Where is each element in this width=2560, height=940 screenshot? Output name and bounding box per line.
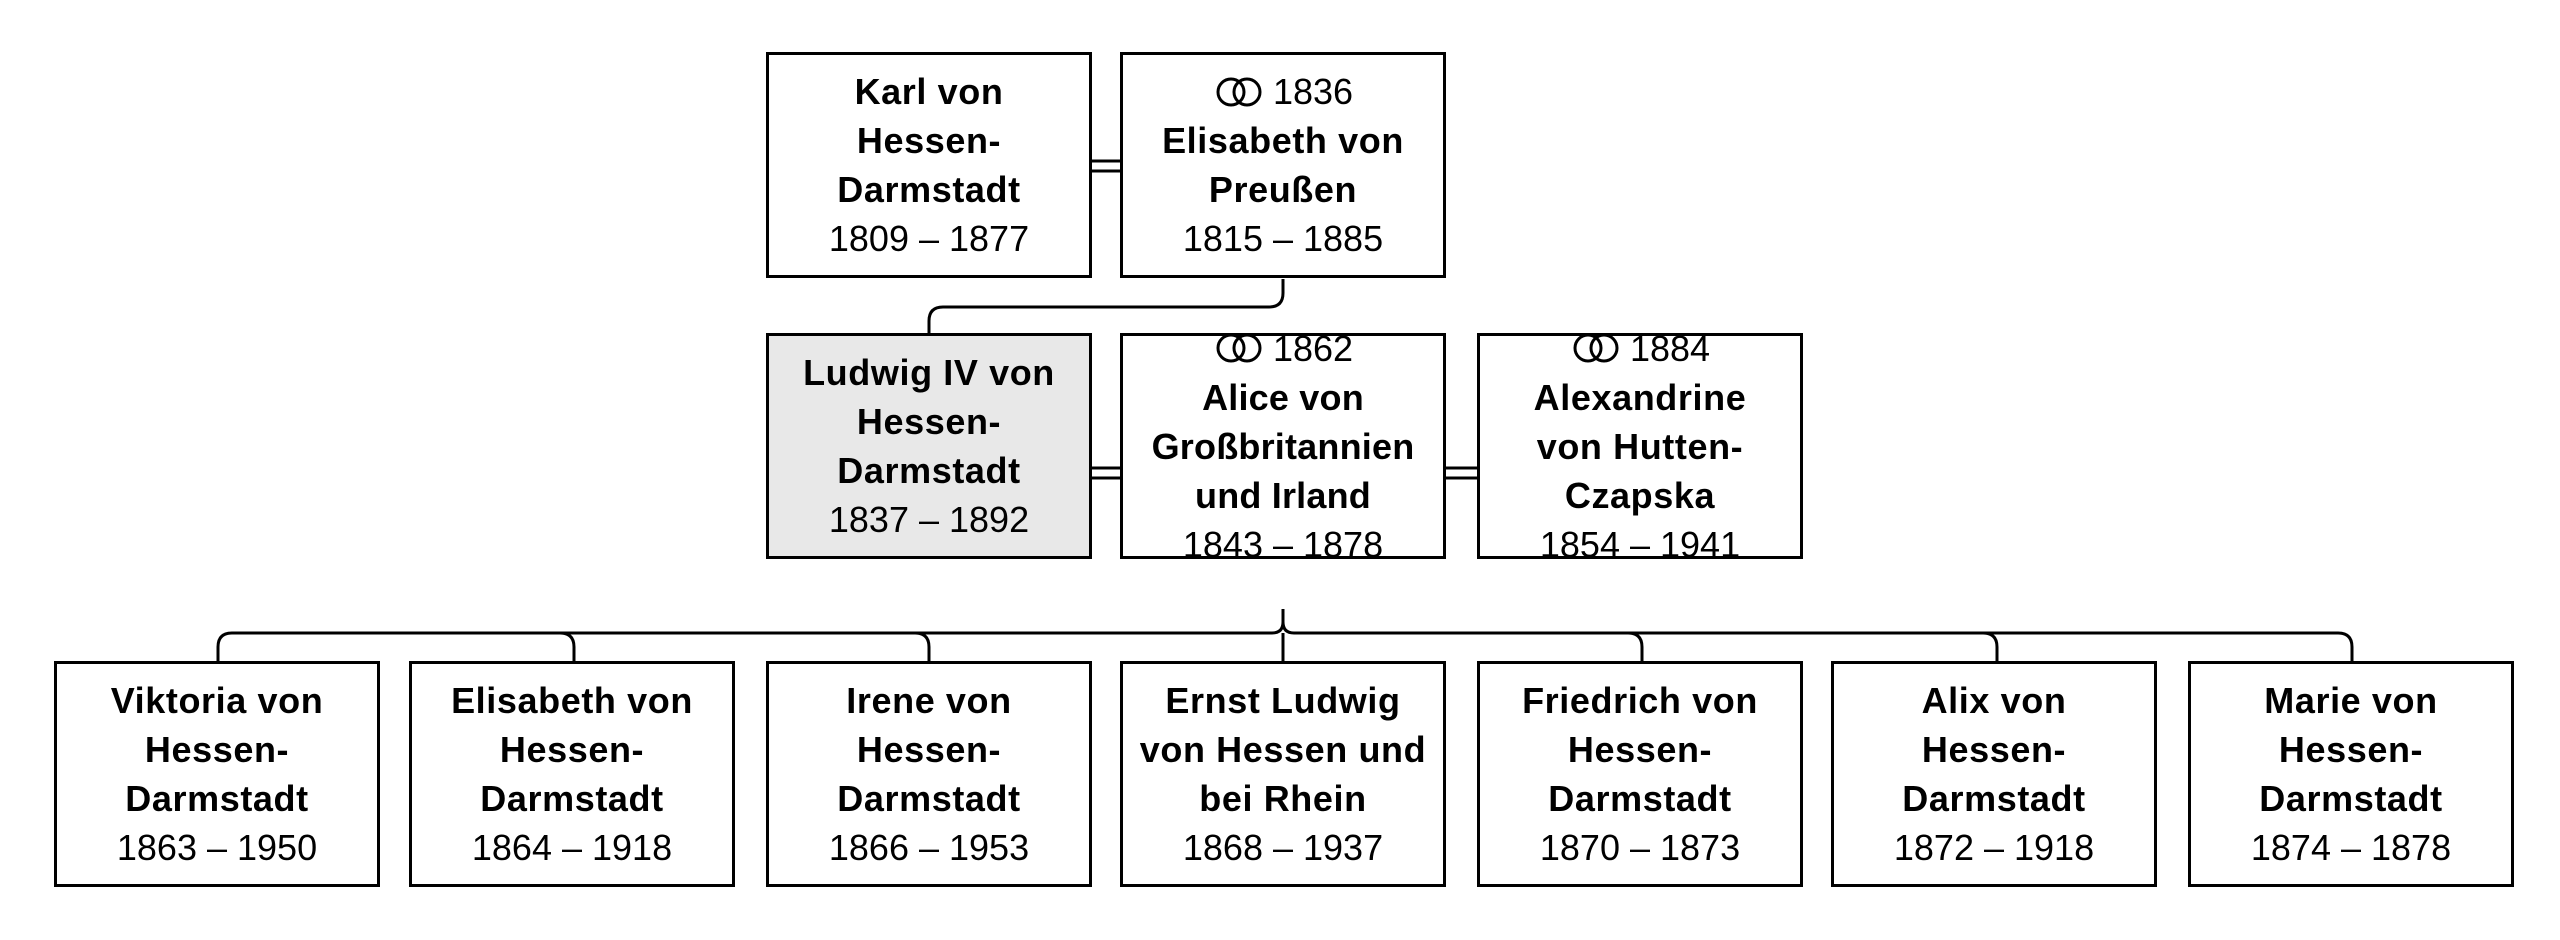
person-name: Friedrich von Hessen-Darmstadt <box>1522 680 1758 819</box>
person-alexandrine[interactable] <box>1477 327 1803 565</box>
child-card[interactable] <box>1120 661 1446 887</box>
person-alice[interactable] <box>1120 327 1446 565</box>
wedding-rings-icon <box>1213 331 1265 365</box>
person-elisabeth-preussen[interactable] <box>1120 52 1446 278</box>
person-dates: 1815 – 1885 <box>1182 218 1384 259</box>
marriage-info <box>1213 324 1353 373</box>
person-name: Ernst Ludwig von Hessen und bei Rhein <box>1139 680 1427 819</box>
person-dates: 1864 – 1918 <box>471 827 673 868</box>
child-card[interactable] <box>1477 661 1803 887</box>
wedding-rings-icon <box>1213 75 1265 109</box>
person-dates: 1854 – 1941 <box>1539 523 1741 565</box>
person-name: Irene von Hessen-Darmstadt <box>837 680 1021 819</box>
person-dates: 1874 – 1878 <box>2250 827 2452 868</box>
child-card[interactable] <box>766 661 1092 887</box>
marriage-year: 1884 <box>1629 327 1711 369</box>
marriage-info <box>1213 67 1353 116</box>
marriage-year: 1862 <box>1272 327 1354 369</box>
child-card[interactable] <box>409 661 735 887</box>
person-dates: 1870 – 1873 <box>1539 827 1741 868</box>
person-dates: 1863 – 1950 <box>116 827 318 868</box>
person-name: Karl von Hessen-Darmstadt <box>837 71 1021 210</box>
marriage-info <box>1570 324 1710 373</box>
person-dates: 1809 – 1877 <box>828 218 1030 259</box>
child-card[interactable] <box>1831 661 2157 887</box>
person-dates: 1843 – 1878 <box>1182 523 1384 565</box>
child-card[interactable] <box>54 661 380 887</box>
person-name: Elisabeth von Preußen <box>1162 120 1404 210</box>
person-dates: 1837 – 1892 <box>828 499 1030 540</box>
person-name: Elisabeth von Hessen-Darmstadt <box>451 680 693 819</box>
marriage-year: 1836 <box>1272 71 1354 112</box>
person-name: Alexandrine von Hutten-Czapska <box>1533 376 1747 516</box>
person-name: Ludwig IV von Hessen-Darmstadt <box>803 352 1055 491</box>
child-card[interactable] <box>2188 661 2514 887</box>
person-name: Marie von Hessen-Darmstadt <box>2259 680 2443 819</box>
person-ludwig-iv[interactable] <box>766 333 1092 559</box>
person-name: Alice von Großbritannien und Irland <box>1151 376 1415 516</box>
person-dates: 1868 – 1937 <box>1182 827 1384 868</box>
wedding-rings-icon <box>1570 331 1622 365</box>
person-dates: 1872 – 1918 <box>1893 827 2095 868</box>
person-dates: 1866 – 1953 <box>828 827 1030 868</box>
person-name: Alix von Hessen-Darmstadt <box>1902 680 2086 819</box>
person-karl[interactable] <box>766 52 1092 278</box>
person-name: Viktoria von Hessen-Darmstadt <box>110 680 324 819</box>
